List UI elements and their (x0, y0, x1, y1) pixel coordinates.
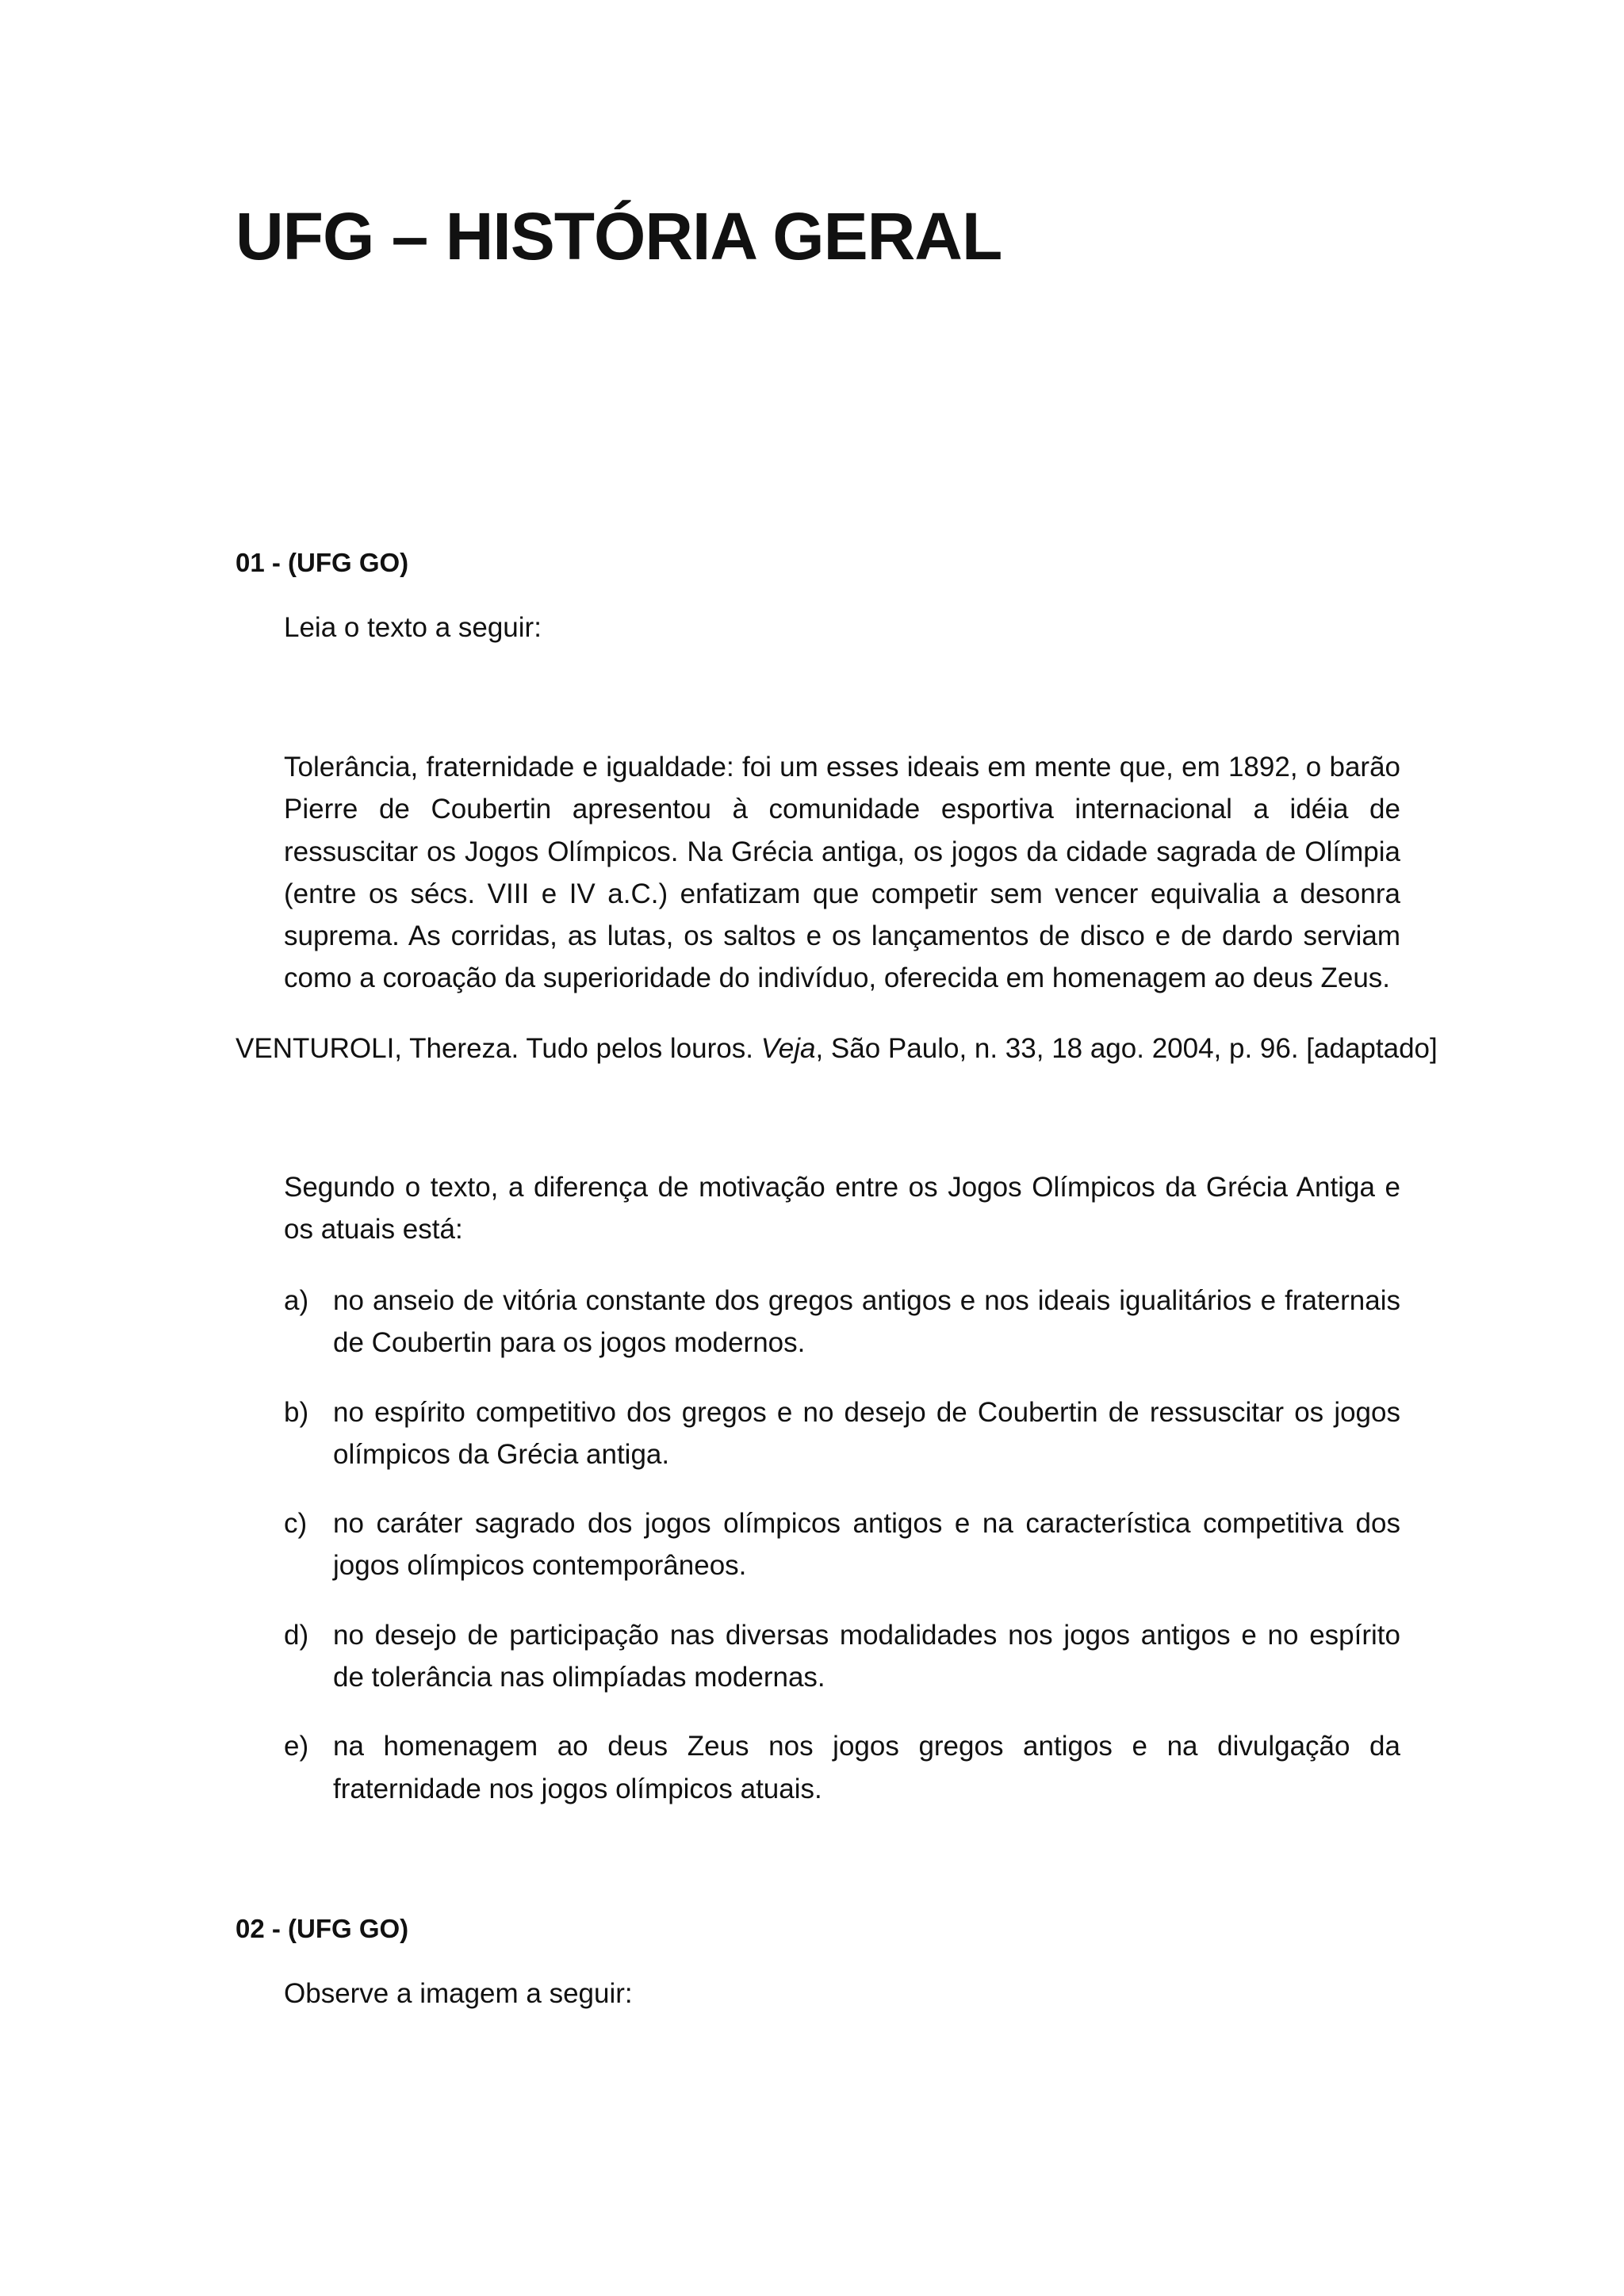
option-text: no desejo de participação nas diversas modalidades nos jogos antigos e no espírito de tolerância nas olimpíadas modernas. (333, 1619, 1400, 1693)
question-1-citation (236, 1032, 1438, 1066)
option-d (284, 1614, 1400, 1699)
option-c (284, 1502, 1400, 1587)
option-letter: c) (284, 1508, 308, 1540)
question-1-stem: Segundo o texto, a diferença de motivação entre os Jogos Olímpicos da Grécia Antiga e os atuais está: (284, 1172, 1400, 1246)
citation-text-after: , São Paulo, n. 33, 18 ago. 2004, p. 96. [adaptado] (815, 1033, 1438, 1064)
option-text: na homenagem ao deus Zeus nos jogos gregos antigos e na divulgação da fraternidade nos jogos olímpicos atuais. (333, 1731, 1400, 1804)
question-1-options (284, 1280, 1400, 1837)
option-text: no anseio de vitória constante dos gregos antigos e nos ideais igualitários e fraternais de Coubertin para os jogos modernos. (333, 1285, 1400, 1359)
option-a (284, 1280, 1400, 1364)
citation-text-before: VENTUROLI, Thereza. Tudo pelos louros. (236, 1033, 761, 1064)
option-text: no espírito competitivo dos gregos e no desejo de Coubertin de ressuscitar os jogos olímpicos da Grécia antiga. (333, 1396, 1400, 1470)
option-text: no caráter sagrado dos jogos olímpicos antigos e na característica competitiva dos jogos olímpicos contemporâneos. (333, 1508, 1400, 1582)
option-letter: b) (284, 1396, 309, 1428)
question-1-passage: Tolerância, fraternidade e igualdade: foi um esses ideais em mente que, em 1892, o barão Pierre de Coubertin apresentou à comunidade esportiva internacional a idéia de ressuscitar os Jogos Olímpicos. Na Grécia antiga, os jogos da cidade sagrada de Olímpia (entre os sécs. VIII e IV a.C.) enfatizam que competir sem vencer equivalia a desonra suprema. As corridas, as lutas, os saltos e os lançamentos de disco e de dardo serviam como a coroação da superioridade do indivíduo, oferecida em homenagem ao deus Zeus. (284, 752, 1400, 994)
citation-journal-title: Veja (760, 1033, 816, 1064)
option-letter: a) (284, 1285, 309, 1316)
question-1-intro: Leia o texto a seguir: (284, 612, 542, 643)
option-letter: d) (284, 1619, 309, 1651)
question-2-intro: Observe a imagem a seguir: (284, 1978, 633, 2009)
question-1-header: 01 - (UFG GO) (236, 548, 409, 577)
question-2-header: 02 - (UFG GO) (236, 1914, 409, 1943)
option-letter: e) (284, 1731, 309, 1762)
document-title: UFG – HISTÓRIA GERAL (236, 199, 1002, 274)
option-b (284, 1391, 1400, 1476)
option-e (284, 1725, 1400, 1810)
